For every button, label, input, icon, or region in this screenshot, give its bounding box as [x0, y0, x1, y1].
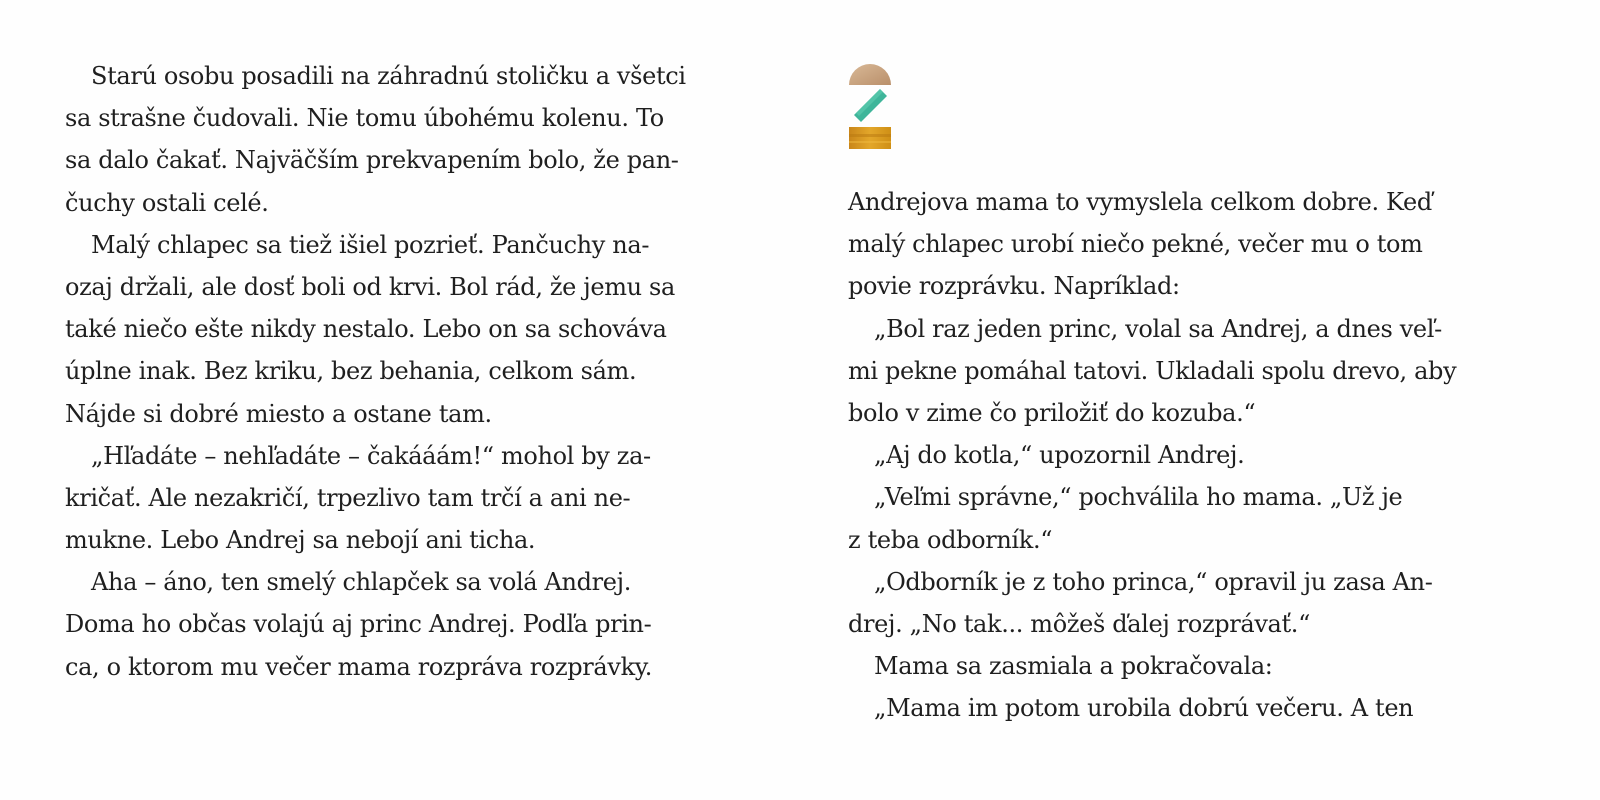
- text-line: „Aj do kotla,“ upozornil Andrej.: [874, 441, 1245, 470]
- right-page: [800, 0, 1600, 800]
- text-line: Doma ho občas volajú aj princ Andrej. Podľa prin-: [65, 610, 652, 639]
- text-line: mi pekne pomáhal tatovi. Ukladali spolu drevo, aby: [848, 356, 1457, 385]
- text-line: „Odborník je z toho princa,“ opravil ju zasa An-: [874, 567, 1433, 596]
- text-line: kričať. Ale nezakričí, trpezlivo tam trčí a ani ne-: [65, 483, 631, 512]
- left-page-text: [65, 55, 765, 688]
- ornament-middle-shape: [854, 89, 887, 122]
- text-line: „Bol raz jeden princ, volal sa Andrej, a dnes veľ-: [874, 314, 1442, 343]
- text-line: z teba odborník.“: [848, 525, 1053, 554]
- ornament-top-shape: [849, 64, 891, 85]
- text-line: Aha – áno, ten smelý chlapček sa volá Andrej.: [91, 568, 631, 597]
- text-line: drej. „No tak... môžeš ďalej rozprávať.“: [848, 609, 1311, 638]
- text-line: Andrejova mama to vymyslela celkom dobre. Keď: [848, 188, 1432, 216]
- text-line: bolo v zime čo priložiť do kozuba.“: [848, 398, 1256, 427]
- ornament-bottom-shape: [849, 127, 891, 149]
- text-line: Nájde si dobré miesto a ostane tam.: [65, 399, 492, 428]
- text-line: úplne inak. Bez kriku, bez behania, celkom sám.: [65, 357, 637, 386]
- text-line: ca, o ktorom mu večer mama rozpráva rozprávky.: [65, 652, 653, 681]
- text-line: „Veľmi správne,“ pochválila ho mama. „Už je: [874, 483, 1403, 512]
- text-line: Malý chlapec sa tiež išiel pozrieť. Pančuchy na-: [91, 230, 650, 259]
- text-line: „Hľadáte – nehľadáte – čakááám!“ mohol by za-: [91, 441, 651, 470]
- text-line: mukne. Lebo Andrej sa nebojí ani ticha.: [65, 526, 536, 555]
- right-page-text: [848, 181, 1568, 729]
- text-line: Mama sa zasmiala a pokračovala:: [874, 652, 1273, 681]
- text-line: také niečo ešte nikdy nestalo. Lebo on sa schováva: [65, 315, 667, 344]
- text-line: čuchy ostali celé.: [65, 188, 269, 217]
- chapter-ornament-icon: [847, 64, 893, 150]
- text-line: povie rozprávku. Napríklad:: [848, 272, 1180, 301]
- text-line: sa dalo čakať. Najväčším prekvapením bolo, že pan-: [65, 146, 679, 175]
- text-line: ozaj držali, ale dosť boli od krvi. Bol rád, že jemu sa: [65, 272, 675, 301]
- text-line: malý chlapec urobí niečo pekné, večer mu o tom: [848, 230, 1423, 259]
- text-line: sa strašne čudovali. Nie tomu úbohému kolenu. To: [65, 104, 664, 133]
- text-line: „Mama im potom urobila dobrú večeru. A ten: [874, 694, 1414, 723]
- text-line: Starú osobu posadili na záhradnú stoličku a všetci: [91, 62, 686, 90]
